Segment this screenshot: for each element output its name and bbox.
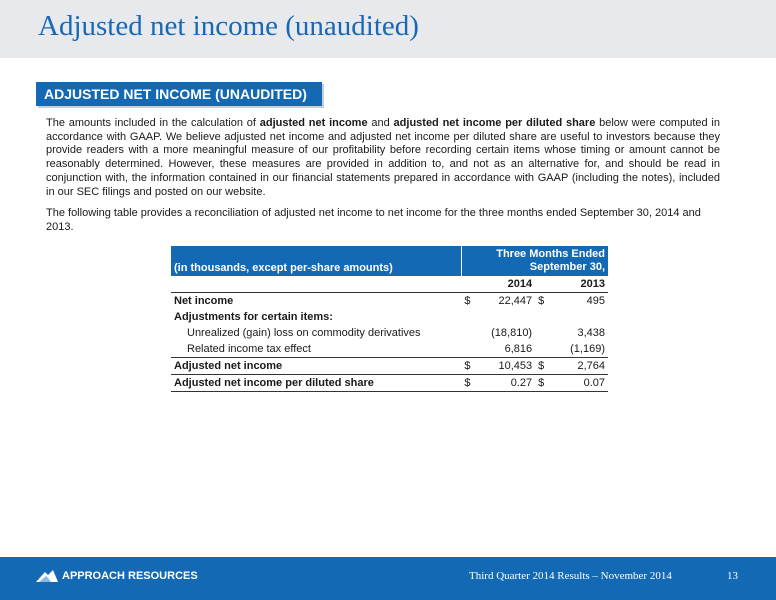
reconciliation-paragraph: The following table provides a reconciliation of adjusted net income to net income for the three months ended September 30, 2014 and 2013.: [46, 207, 701, 233]
intro-paragraph: [46, 117, 720, 199]
intro-bold-1: adjusted net income: [259, 117, 368, 129]
table-row: Related income tax effect 6,816 (1,169): [187, 343, 605, 355]
table-row: Adjusted net income per diluted share $ 0.27 $ 0.07: [171, 375, 608, 392]
year-2014: 2014: [461, 276, 535, 293]
reconciliation-table: [171, 246, 608, 392]
table-header-row: [171, 246, 608, 276]
year-row: [171, 276, 608, 293]
units-label: (in thousands, except per-share amounts): [171, 246, 461, 276]
footer: [0, 557, 776, 600]
table-row: Adjusted net income $ 10,453 $ 2,764: [171, 358, 608, 375]
table-row: Net income $ 22,447 $ 495: [174, 295, 605, 307]
intro-text-2: and: [367, 117, 394, 129]
period-line-1: Three Months Ended: [496, 248, 605, 260]
period-line-2: September 30,: [529, 261, 605, 273]
intro-bold-2: adjusted net income per diluted share: [393, 117, 596, 129]
page-number: 13: [727, 570, 738, 582]
slide-title: Adjusted net income (unaudited): [38, 10, 419, 42]
period-header: [461, 246, 608, 276]
company-name: APPROACH RESOURCES: [62, 570, 198, 582]
approach-logo-icon: [36, 570, 58, 582]
table-row: Unrealized (gain) loss on commodity derivatives (18,810) 3,438: [187, 327, 605, 339]
year-2013: 2013: [535, 276, 608, 293]
table-row: Adjustments for certain items:: [174, 311, 333, 323]
event-label: Third Quarter 2014 Results – November 2014: [469, 570, 672, 582]
intro-text-1: The amounts included in the calculation of: [46, 117, 260, 129]
intro-text-3: below were computed in accordance with GAAP. We believe adjusted net income and adjusted net income per diluted share are useful to investors because they provide readers with a more meaningful measure of our profitability before recording certain items whose timing or amount cannot be reasonably determined. However, these measures are provided in addition to, and not as an alternative for, and should be read in conjunction with, the information contained in our financial statements prepared in accordance with GAAP (including the notes), included in our SEC filings and posted on our website.: [46, 117, 720, 198]
section-header: ADJUSTED NET INCOME (UNAUDITED): [36, 82, 322, 106]
